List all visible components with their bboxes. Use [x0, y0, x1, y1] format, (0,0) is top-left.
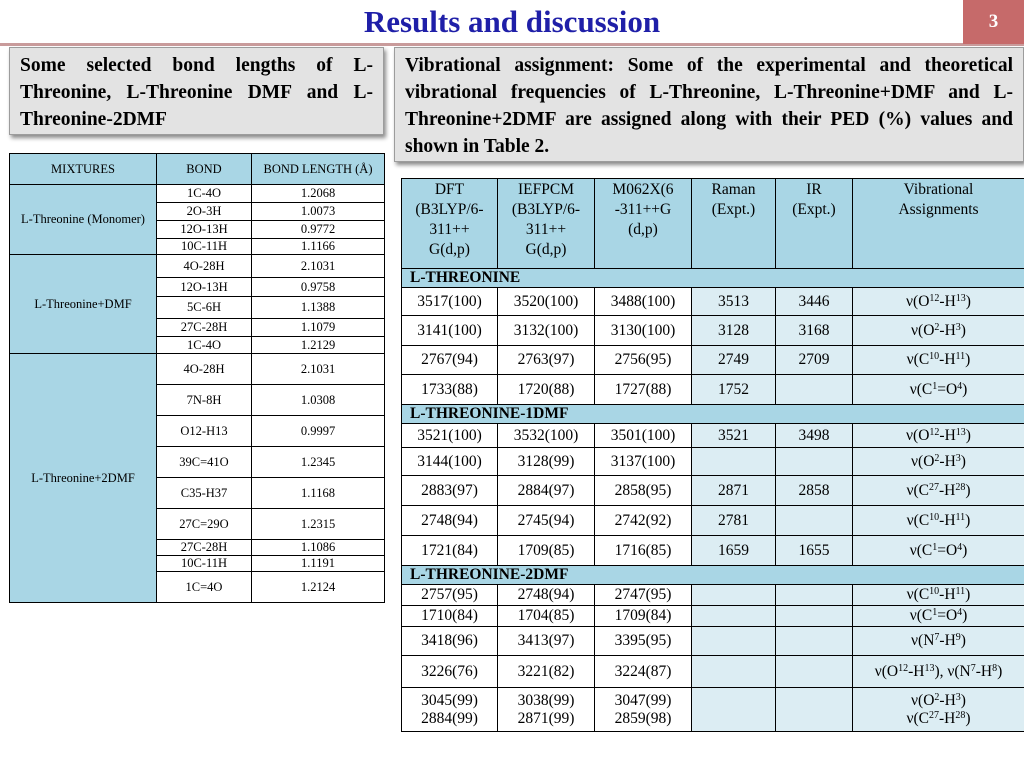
raman-cell [692, 688, 776, 732]
bond-table-header-cell: MIXTURES [10, 154, 157, 185]
bond-length-cell: 1.2315 [252, 509, 385, 540]
vib-table-row [402, 316, 1024, 346]
section-title: L-THREONINE-2DMF [402, 566, 1024, 585]
header-line: Assignments [898, 201, 979, 218]
bond-length-cell: 1.0308 [252, 385, 385, 416]
bond-cell: 2O-3H [157, 203, 252, 221]
ir-cell [776, 627, 853, 656]
ir-cell [776, 585, 853, 606]
ir-cell [776, 688, 853, 732]
vib-table-header-cell [853, 179, 1024, 269]
dft-cell: 3418(96) [402, 627, 498, 656]
raman-cell: 3521 [692, 424, 776, 448]
dft-cell: 3226(76) [402, 656, 498, 688]
vib-table-header-row [402, 179, 1024, 269]
bond-length-cell: 1.2129 [252, 337, 385, 354]
header-line: 311++ [429, 221, 470, 238]
bond-table-header-cell: BOND [157, 154, 252, 185]
header-line: (B3LYP/6- [511, 201, 581, 218]
m062x-cell: 2747(95) [595, 585, 692, 606]
dft-cell: 2748(94) [402, 506, 498, 536]
mixture-cell: L-Threonine (Monomer) [10, 185, 157, 255]
bond-length-cell: 1.1086 [252, 540, 385, 556]
bond-cell: 12O-13H [157, 221, 252, 239]
m062x-cell: 1709(84) [595, 606, 692, 627]
bond-length-cell: 2.1031 [252, 354, 385, 385]
raman-cell: 2781 [692, 506, 776, 536]
ir-cell: 3498 [776, 424, 853, 448]
iefpcm-cell: 1704(85) [498, 606, 595, 627]
bond-cell: C35-H37 [157, 478, 252, 509]
ir-cell [776, 448, 853, 476]
header-line: (Expt.) [711, 201, 756, 218]
raman-cell [692, 627, 776, 656]
iefpcm-cell: 2745(94) [498, 506, 595, 536]
vib-table-row [402, 656, 1024, 688]
header-line: Raman [711, 181, 756, 198]
dft-cell: 3045(99) 2884(99) [402, 688, 498, 732]
iefpcm-cell: 1720(88) [498, 375, 595, 405]
ir-cell [776, 656, 853, 688]
bond-cell: 10C-11H [157, 239, 252, 255]
header-line: IR [806, 181, 822, 198]
vib-table-header-cell [498, 179, 595, 269]
bond-cell: 27C-28H [157, 319, 252, 337]
ir-cell [776, 606, 853, 627]
bond-cell: 1C-4O [157, 337, 252, 354]
vib-table-row [402, 424, 1024, 448]
header-line: (Expt.) [792, 201, 836, 218]
bond-length-table [9, 153, 385, 603]
section-header-row [402, 405, 1024, 424]
iefpcm-cell: 2763(97) [498, 346, 595, 375]
iefpcm-cell: 3532(100) [498, 424, 595, 448]
bond-length-cell: 0.9997 [252, 416, 385, 447]
vib-table-header-cell [692, 179, 776, 269]
bond-cell: 1C=4O [157, 572, 252, 603]
dft-cell: 2767(94) [402, 346, 498, 375]
bond-cell: 4O-28H [157, 354, 252, 385]
dft-cell: 3141(100) [402, 316, 498, 346]
m062x-cell: 2858(95) [595, 476, 692, 506]
m062x-cell: 3224(87) [595, 656, 692, 688]
m062x-cell: 1727(88) [595, 375, 692, 405]
vib-table-row [402, 288, 1024, 316]
vib-table-header-cell [776, 179, 853, 269]
vib-table-row [402, 585, 1024, 606]
bond-length-cell: 1.2068 [252, 185, 385, 203]
assign-cell: $\nu(O^{12}-H^{13})$ [853, 424, 1024, 448]
raman-cell: 1752 [692, 375, 776, 405]
assign-cell: $\nu(C^1=O^4)$ [853, 536, 1024, 566]
bond-cell: 39C=41O [157, 447, 252, 478]
bond-length-cell: 1.1191 [252, 556, 385, 572]
bond-length-cell: 1.1166 [252, 239, 385, 255]
iefpcm-cell: 2748(94) [498, 585, 595, 606]
assign-cell: $\nu(C^{10}-H^{11})$ [853, 506, 1024, 536]
ir-cell [776, 506, 853, 536]
iefpcm-cell: 3520(100) [498, 288, 595, 316]
m062x-cell: 1716(85) [595, 536, 692, 566]
bond-cell: 4O-28H [157, 255, 252, 278]
bond-cell: 27C=29O [157, 509, 252, 540]
m062x-cell: 3130(100) [595, 316, 692, 346]
bond-length-cell: 1.1168 [252, 478, 385, 509]
assign-cell: $\nu(O^2-H^3)$ [853, 448, 1024, 476]
raman-cell: 1659 [692, 536, 776, 566]
title-underline [0, 43, 1024, 46]
dft-cell: 3517(100) [402, 288, 498, 316]
header-line: G(d,p) [525, 241, 567, 258]
section-header-row [402, 566, 1024, 585]
vib-table-row [402, 448, 1024, 476]
section-title: L-THREONINE [402, 269, 1024, 288]
bond-length-cell: 1.1079 [252, 319, 385, 337]
raman-cell [692, 448, 776, 476]
ir-cell: 2858 [776, 476, 853, 506]
header-line: 311++ [525, 221, 567, 238]
m062x-cell: 3488(100) [595, 288, 692, 316]
raman-cell: 3513 [692, 288, 776, 316]
assign-cell: $\nu(C^{10}-H^{11})$ [853, 585, 1024, 606]
assign-cell: $\nu(C^{10}-H^{11})$ [853, 346, 1024, 375]
ir-cell: 3168 [776, 316, 853, 346]
bond-length-caption: Some selected bond lengths of L-Threonine, L-Threonine DMF and L-Threonine-2DMF [9, 47, 384, 135]
raman-cell [692, 585, 776, 606]
bond-length-cell: 2.1031 [252, 255, 385, 278]
vib-table-row [402, 346, 1024, 375]
raman-cell: 2749 [692, 346, 776, 375]
m062x-cell: 3047(99) 2859(98) [595, 688, 692, 732]
vibrational-frequency-table [401, 178, 1024, 732]
vib-table-row [402, 536, 1024, 566]
assign-cell: $\nu(O^{12}-H^{13})$, $\nu(N^7-H^8)$ [853, 656, 1024, 688]
section-title: L-THREONINE-1DMF [402, 405, 1024, 424]
header-line: (d,p) [628, 221, 658, 238]
vibrational-caption: Vibrational assignment: Some of the experimental and theoretical vibrational frequencies of L-Threonine, L-Threonine+DMF and L-Threonine+2DMF are assigned along with their PED (%) values and shown in Table 2. [394, 47, 1024, 162]
dft-cell: 1710(84) [402, 606, 498, 627]
m062x-cell: 3137(100) [595, 448, 692, 476]
assign-cell: $\nu(C^{27}-H^{28})$ [853, 476, 1024, 506]
m062x-cell: 2756(95) [595, 346, 692, 375]
dft-cell: 3521(100) [402, 424, 498, 448]
vib-table-header-cell [402, 179, 498, 269]
iefpcm-cell: 3128(99) [498, 448, 595, 476]
bond-table-row [10, 255, 385, 278]
ir-cell: 3446 [776, 288, 853, 316]
bond-table-header-row [10, 154, 385, 185]
bond-length-cell: 1.2124 [252, 572, 385, 603]
header-line: M062X(6 [612, 181, 674, 198]
m062x-cell: 3395(95) [595, 627, 692, 656]
ir-cell: 1655 [776, 536, 853, 566]
bond-length-cell: 1.2345 [252, 447, 385, 478]
iefpcm-cell: 3221(82) [498, 656, 595, 688]
raman-cell: 3128 [692, 316, 776, 346]
page-number-badge: 3 [963, 0, 1024, 44]
vib-table-row [402, 506, 1024, 536]
header-line: -311++G [614, 201, 672, 218]
bond-length-cell: 1.1388 [252, 297, 385, 319]
assign-cell: $\nu(O^2-H^3)$ [853, 316, 1024, 346]
bond-length-cell: 1.0073 [252, 203, 385, 221]
assign-cell: $\nu(C^1=O^4)$ [853, 375, 1024, 405]
bond-table-row [10, 354, 385, 385]
vib-table-row [402, 375, 1024, 405]
header-line: IEFPCM [518, 181, 574, 198]
mixture-cell: L-Threonine+DMF [10, 255, 157, 354]
assign-cell: $\nu(C^1=O^4)$ [853, 606, 1024, 627]
bond-length-cell: 0.9772 [252, 221, 385, 239]
bond-table-header-cell: BOND LENGTH (Å) [252, 154, 385, 185]
iefpcm-cell: 3132(100) [498, 316, 595, 346]
bond-table-row [10, 185, 385, 203]
iefpcm-cell: 3038(99) 2871(99) [498, 688, 595, 732]
assign-cell: $\nu(O^{12}-H^{13})$ [853, 288, 1024, 316]
header-line: Vibrational [903, 181, 974, 198]
raman-cell: 2871 [692, 476, 776, 506]
assign-cell: $\nu(O^2-H^3)$ $\nu(C^{27}-H^{28})$ [853, 688, 1024, 732]
vib-table-row [402, 627, 1024, 656]
raman-cell [692, 656, 776, 688]
vib-table-row [402, 606, 1024, 627]
iefpcm-cell: 3413(97) [498, 627, 595, 656]
bond-cell: 10C-11H [157, 556, 252, 572]
ir-cell: 2709 [776, 346, 853, 375]
bond-cell: 5C-6H [157, 297, 252, 319]
header-line: DFT [434, 181, 465, 198]
mixture-cell: L-Threonine+2DMF [10, 354, 157, 603]
bond-cell: 12O-13H [157, 278, 252, 297]
dft-cell: 1721(84) [402, 536, 498, 566]
dft-cell: 1733(88) [402, 375, 498, 405]
vib-table-row [402, 476, 1024, 506]
dft-cell: 2757(95) [402, 585, 498, 606]
ir-cell [776, 375, 853, 405]
bond-cell: 27C-28H [157, 540, 252, 556]
bond-length-cell: 0.9758 [252, 278, 385, 297]
vib-table-row [402, 688, 1024, 732]
page-title: Results and discussion [363, 4, 661, 39]
m062x-cell: 2742(92) [595, 506, 692, 536]
vib-table-header-cell [595, 179, 692, 269]
m062x-cell: 3501(100) [595, 424, 692, 448]
bond-cell: 7N-8H [157, 385, 252, 416]
iefpcm-cell: 1709(85) [498, 536, 595, 566]
iefpcm-cell: 2884(97) [498, 476, 595, 506]
header-line: G(d,p) [429, 241, 470, 258]
dft-cell: 3144(100) [402, 448, 498, 476]
assign-cell: $\nu(N^7-H^9)$ [853, 627, 1024, 656]
section-header-row [402, 269, 1024, 288]
raman-cell [692, 606, 776, 627]
dft-cell: 2883(97) [402, 476, 498, 506]
bond-cell: O12-H13 [157, 416, 252, 447]
bond-cell: 1C-4O [157, 185, 252, 203]
header-line: (B3LYP/6- [415, 201, 484, 218]
